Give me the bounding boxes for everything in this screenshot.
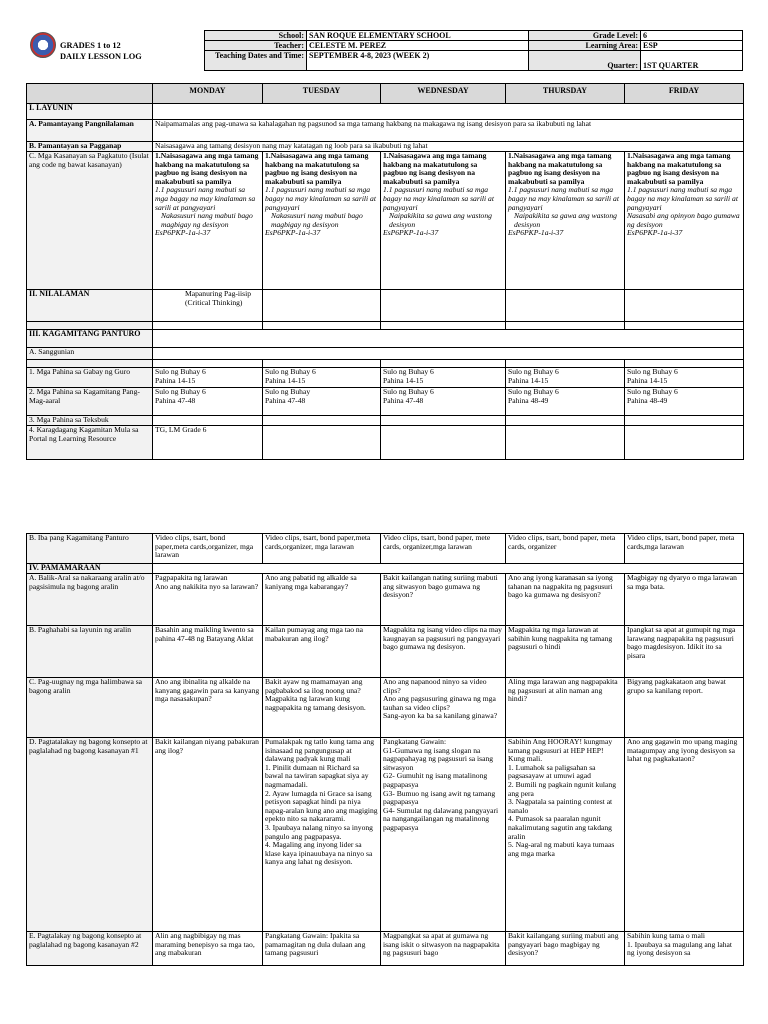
iba-pang-cell: Video clips, tsart, bond paper, meta cards, organizer [506, 534, 625, 564]
school-value: SAN ROQUE ELEMENTARY SCHOOL [307, 31, 529, 41]
pagtatalakay-1-cell: Pumalakpak ng tatlo kung tama ang isinasaad ng pangungusap at dalawang padyak kung mali 1. Pinilit dumaan ni Richard sa bawal na tawiran sapagkat siya ay nagmamadali. 2. Ayaw lumagda ni Grace sa isang petisyon sapagkat hindi pa niya napag-aralan kung ano ang magiging epekto nito sa nakararami. 3. Ipaubaya nalang ninyo sa inyong pangulo ang pagpapasya. 4. Magaling ang inyong lider sa klase kaya ipinauubaya na ninyo sa kanya ang lahat ng desisyon. [263, 738, 381, 932]
pagtalakay-2-label: E. Pagtalakay ng bagong konsepto at paglalahad ng bagong kasanayan #2 [27, 932, 153, 966]
balik-aral-cell: Ano ang pabatid ng alkalde sa kaniyang mga kabarangay? [263, 574, 381, 626]
pamantayan-a-text: Naipamamalas ang pag-unawa sa kahalagahan ng pagsunod sa mga tamang hakbang na makagawa ng isang desisyon para sa ikabubuti ng lahat [153, 120, 744, 142]
area-value: ESP [641, 41, 743, 51]
quarter-value: 1ST QUARTER [641, 51, 743, 71]
gabay-cell: Sulo ng Buhay 6 Pahina 14-15 [625, 368, 744, 388]
balik-aral-cell: Pagpapakita ng larawan Ano ang nakikita nyo sa larawan? [153, 574, 263, 626]
paghahabi-cell: Magpakita ng mga larawan at sabihin kung nagpakita ng tamang pagsusuri o hindi [506, 626, 625, 678]
deped-logo [30, 32, 56, 58]
day-head: TUESDAY [263, 84, 381, 104]
area-label: Learning Area: [529, 41, 641, 51]
iba-pang-cell: Video clips, tsart, bond paper,meta cards,organizer, mga larawan [153, 534, 263, 564]
grades-text: GRADES 1 to 12 [60, 41, 121, 50]
pag-uugnay-cell: Bakit ayaw ng mamamayan ang pagbabakod sa ilog noong una? Magpakita ng larawan kung nagpapakita ng tamang desisyon. [263, 678, 381, 738]
pag-uugnay-cell: Ano ang ibinalita ng alkalde na kanyang gagawin para sa kanyang mga nasasakupan? [153, 678, 263, 738]
pagtatalakay-1-cell: Ano ang gagawin mo upang maging matagumpay ang iyong desisyon sa lahat ng pagkakataon? [625, 738, 744, 932]
school-label: School: [205, 31, 307, 41]
gabay-cell: Sulo ng Buhay 6 Pahina 14-15 [506, 368, 625, 388]
day-head: MONDAY [153, 84, 263, 104]
paghahabi-label: B. Paghahabi sa layunin ng aralin [27, 626, 153, 678]
kasanayan-cell: 1.Naisasagawa ang mga tamang hakbang na makatutulong sa pagbuo ng isang desisyon na makabubuti sa pamilya 1.1 pagsusuri nang mabuti sa mga bagay na may kinalaman sa sarili at pangyayari Nakasusuri nang mabuti bago magbigay ng desisyon EsP6PKP-1a-i-37 [153, 152, 263, 290]
kasanayan-cell: 1.Naisasagawa ang mga tamang hakbang na makatutulong sa pagbuo ng isang desisyon na makabubuti sa pamilya 1.1 pagsusuri nang mabuti sa mga bagay na may kinalaman sa sarili at pangyayari Naipakikita sa gawa ang wastong desisyon EsP6PKP-1a-i-37 [506, 152, 625, 290]
iba-pang-cell: Video clips, tsart, bond paper,meta cards,organizer, mga larawan [263, 534, 381, 564]
form-title [60, 40, 142, 62]
kagamitan-label: III. KAGAMITANG PANTURO [27, 330, 153, 348]
day-head: THURSDAY [506, 84, 625, 104]
day-head: WEDNESDAY [381, 84, 506, 104]
blank-head [27, 84, 153, 104]
pamamaraan-label: IV. PAMAMARAAN [27, 564, 153, 574]
pagtatalakay-1-cell: Sabihin Ang HOORAY! kungmay tamang pagsusuri at HEP HEP! Kung mali. 1. Lumahok sa paligsahan sa pagsasayaw at umuwi agad 2. Bumili ng pagkain ngunit kulang ang pera 3. Nagpatala sa painting contest at nanalo 4. Pumasok sa paaralan ngunit nakalimutang sagutin ang takdang aralin 5. Nag-aral ng mabuti kaya tumaas ang mga marka [506, 738, 625, 932]
dates-value: SEPTEMBER 4-8, 2023 (WEEK 2) [307, 51, 529, 71]
pagtalakay-2-cell: Sabihin kung tama o mali 1. Ipaubaya sa magulang ang lahat ng iyong desisyon sa [625, 932, 744, 966]
iba-pang-label: B. Iba pang Kagamitang Panturo [27, 534, 153, 564]
teacher-value: CELESTE M. PEREZ [307, 41, 529, 51]
log-title: DAILY LESSON LOG [60, 52, 142, 61]
pag-uugnay-cell: Ano ang napanood ninyo sa video clips? Ano ang pagsusuring ginawa ng mga tauhan sa video clips? Sang-ayon ka ba sa kanilang ginawa? [381, 678, 506, 738]
kasanayan-cell: 1.Naisasagawa ang mga tamang hakbang na makatutulong sa pagbuo ng isang desisyon na makabubuti sa pamilya 1.1 pagsusuri nang mabuti sa mga bagay na may kinalaman sa sarili at pangyayari Nasasabi ang opinyon bago gumawa ng desisyon EsP6PKP-1a-i-37 [625, 152, 744, 290]
balik-aral-cell: Bakit kailangan nating suriing mabuti ang sitwasyon bago gumawa ng desisyon? [381, 574, 506, 626]
layunin-blank [153, 104, 744, 120]
teacher-label: Teacher: [205, 41, 307, 51]
kasanayan-cell: 1.Naisasagawa ang mga tamang hakbang na makatutulong sa pagbuo ng isang desisyon na makabubuti sa pamilya 1.1 pagsusuri nang mabuti sa mga bagay na may kinalaman sa sarili at pangyayari Nakasusuri nang mabuti bago magbigay ng desisyon EsP6PKP-1a-i-37 [263, 152, 381, 290]
balik-aral-cell: Ano ang iyong karanasan sa iyong tahanan na nagpakita ng pagsusuri bago ka gumawa ng desisyon? [506, 574, 625, 626]
kasanayan-label: C. Mga Kasanayan sa Pagkatuto (Isulat ang code ng bawat kasanayan) [27, 152, 153, 290]
kagamitang-cell: Sulo ng Buhay 6 Pahina 48-49 [625, 388, 744, 416]
gabay-cell: Sulo ng Buhay 6 Pahina 14-15 [381, 368, 506, 388]
gabay-label: 1. Mga Pahina sa Gabay ng Guro [27, 368, 153, 388]
header-table [204, 30, 743, 71]
pag-uugnay-label: C. Pag-uugnay ng mga halimbawa sa bagong aralin [27, 678, 153, 738]
pag-uugnay-cell: Aling mga larawan ang nagpapakita ng pagsusuri at alin naman ang hindi? [506, 678, 625, 738]
kagamitang-cell: Sulo ng Buhay 6 Pahina 47-48 [381, 388, 506, 416]
grade-value: 6 [641, 31, 743, 41]
nilalaman-text: Mapanuring Pag-iisip (Critical Thinking) [153, 290, 263, 322]
dll-table-page1 [26, 83, 744, 460]
teksbuk-label: 3. Mga Pahina sa Teksbuk [27, 416, 153, 426]
pagtalakay-2-cell: Alin ang nagbibigay ng mas maraming benepisyo sa mga tao, ang mabakuran [153, 932, 263, 966]
paghahabi-cell: Magpakita ng isang video clips na may kaugnayan sa pagsusuri ng pangyayari bago gumawa ng desisyon. [381, 626, 506, 678]
balik-aral-label: A. Balik-Aral sa nakaraang aralin at/o pagsisimula ng bagong aralin [27, 574, 153, 626]
pamantayan-a-label: A. Pamantayang Pangnilalaman [27, 120, 153, 142]
pagtatalakay-1-cell: Pangkatang Gawain: G1-Gumawa ng isang slogan na nagpapahayag ng pagsusuri sa isang sitwasyon G2- Gumuhit ng isang matalinong pagpapasya G3- Bumuo ng isang awit ng tamang pagpapasya G4- Sumulat ng dalawang pangyayari na nangangailangan ng matalinong pagpapasya [381, 738, 506, 932]
pag-uugnay-cell: Bigyang pagkakataon ang bawat grupo sa kanilang report. [625, 678, 744, 738]
pagtalakay-2-cell: Pangkatang Gawain: Ipakita sa pamamagitan ng dula dulaan ang tamang pagsusuri [263, 932, 381, 966]
dll-table-page2 [26, 533, 744, 966]
kagamitang-cell: Sulo ng Buhay 6 Pahina 47-48 [153, 388, 263, 416]
gabay-cell: Sulo ng Buhay 6 Pahina 14-15 [263, 368, 381, 388]
gabay-cell: Sulo ng Buhay 6 Pahina 14-15 [153, 368, 263, 388]
quarter-label: Quarter: [529, 51, 641, 71]
iba-pang-cell: Video clips, tsart, bond paper, mete cards, organizer,mga larawan [381, 534, 506, 564]
pagtalakay-2-cell: Magpangkat sa apat at gumawa ng isang iskit o sitwasyon na nagpapakita ng pagsusuri bago [381, 932, 506, 966]
dates-label: Teaching Dates and Time: [205, 51, 307, 71]
grade-label: Grade Level: [529, 31, 641, 41]
kasanayan-cell: 1.Naisasagawa ang mga tamang hakbang na makatutulong sa pagbuo ng isang desisyon na makabubuti sa pamilya 1.1 pagsusuri nang mabuti sa mga bagay na may kinalaman sa sarili at pangyayari Naipakikita sa gawa ang wastong desisyon EsP6PKP-1a-i-37 [381, 152, 506, 290]
portal-label: 4. Karagdagang Kagamitan Mula sa Portal ng Learning Resource [27, 426, 153, 460]
layunin-title: I. LAYUNIN [27, 104, 153, 120]
balik-aral-cell: Magbigay ng dyaryo o mga larawan sa mga bata. [625, 574, 744, 626]
iba-pang-cell: Video clips, tsart, bond paper, meta cards,mga larawan [625, 534, 744, 564]
paghahabi-cell: Kailan pumayag ang mga tao na mabakuran ang ilog? [263, 626, 381, 678]
kagamitang-label: 2. Mga Pahina sa Kagamitang Pang- Mag-aaral [27, 388, 153, 416]
portal-cell: TG, LM Grade 6 [153, 426, 263, 460]
day-head: FRIDAY [625, 84, 744, 104]
pamantayan-b-label: B. Pamantayan sa Pagganap [27, 142, 153, 152]
nilalaman-label: II. NILALAMAN [27, 290, 153, 322]
pagtatalakay-1-label: D. Pagtatalakay ng bagong konsepto at paglalahad ng bagong kasanayan #1 [27, 738, 153, 932]
pagtatalakay-1-cell: Bakit kailangan niyang pabakuran ang ilog? [153, 738, 263, 932]
sanggunian-label: A. Sanggunian [27, 348, 153, 360]
kagamitang-cell: Sulo ng Buhay Pahina 47-48 [263, 388, 381, 416]
pagtalakay-2-cell: Bakit kailangang suriing mabuti ang pangyayari bago magbigay ng desisyon? [506, 932, 625, 966]
pamantayan-b-text: Naisasagawa ang tamang desisyon nang may katatagan ng loob para sa ikabubuti ng lahat [153, 142, 744, 152]
paghahabi-cell: Ipangkat sa apat at gumupit ng mga larawang nagpapakita ng pagsusuri bago magdesisyon. Idikit ito sa pisara [625, 626, 744, 678]
paghahabi-cell: Basahin ang maikling kwento sa pahina 47-48 ng Batayang Aklat [153, 626, 263, 678]
kagamitang-cell: Sulo ng Buhay 6 Pahina 48-49 [506, 388, 625, 416]
